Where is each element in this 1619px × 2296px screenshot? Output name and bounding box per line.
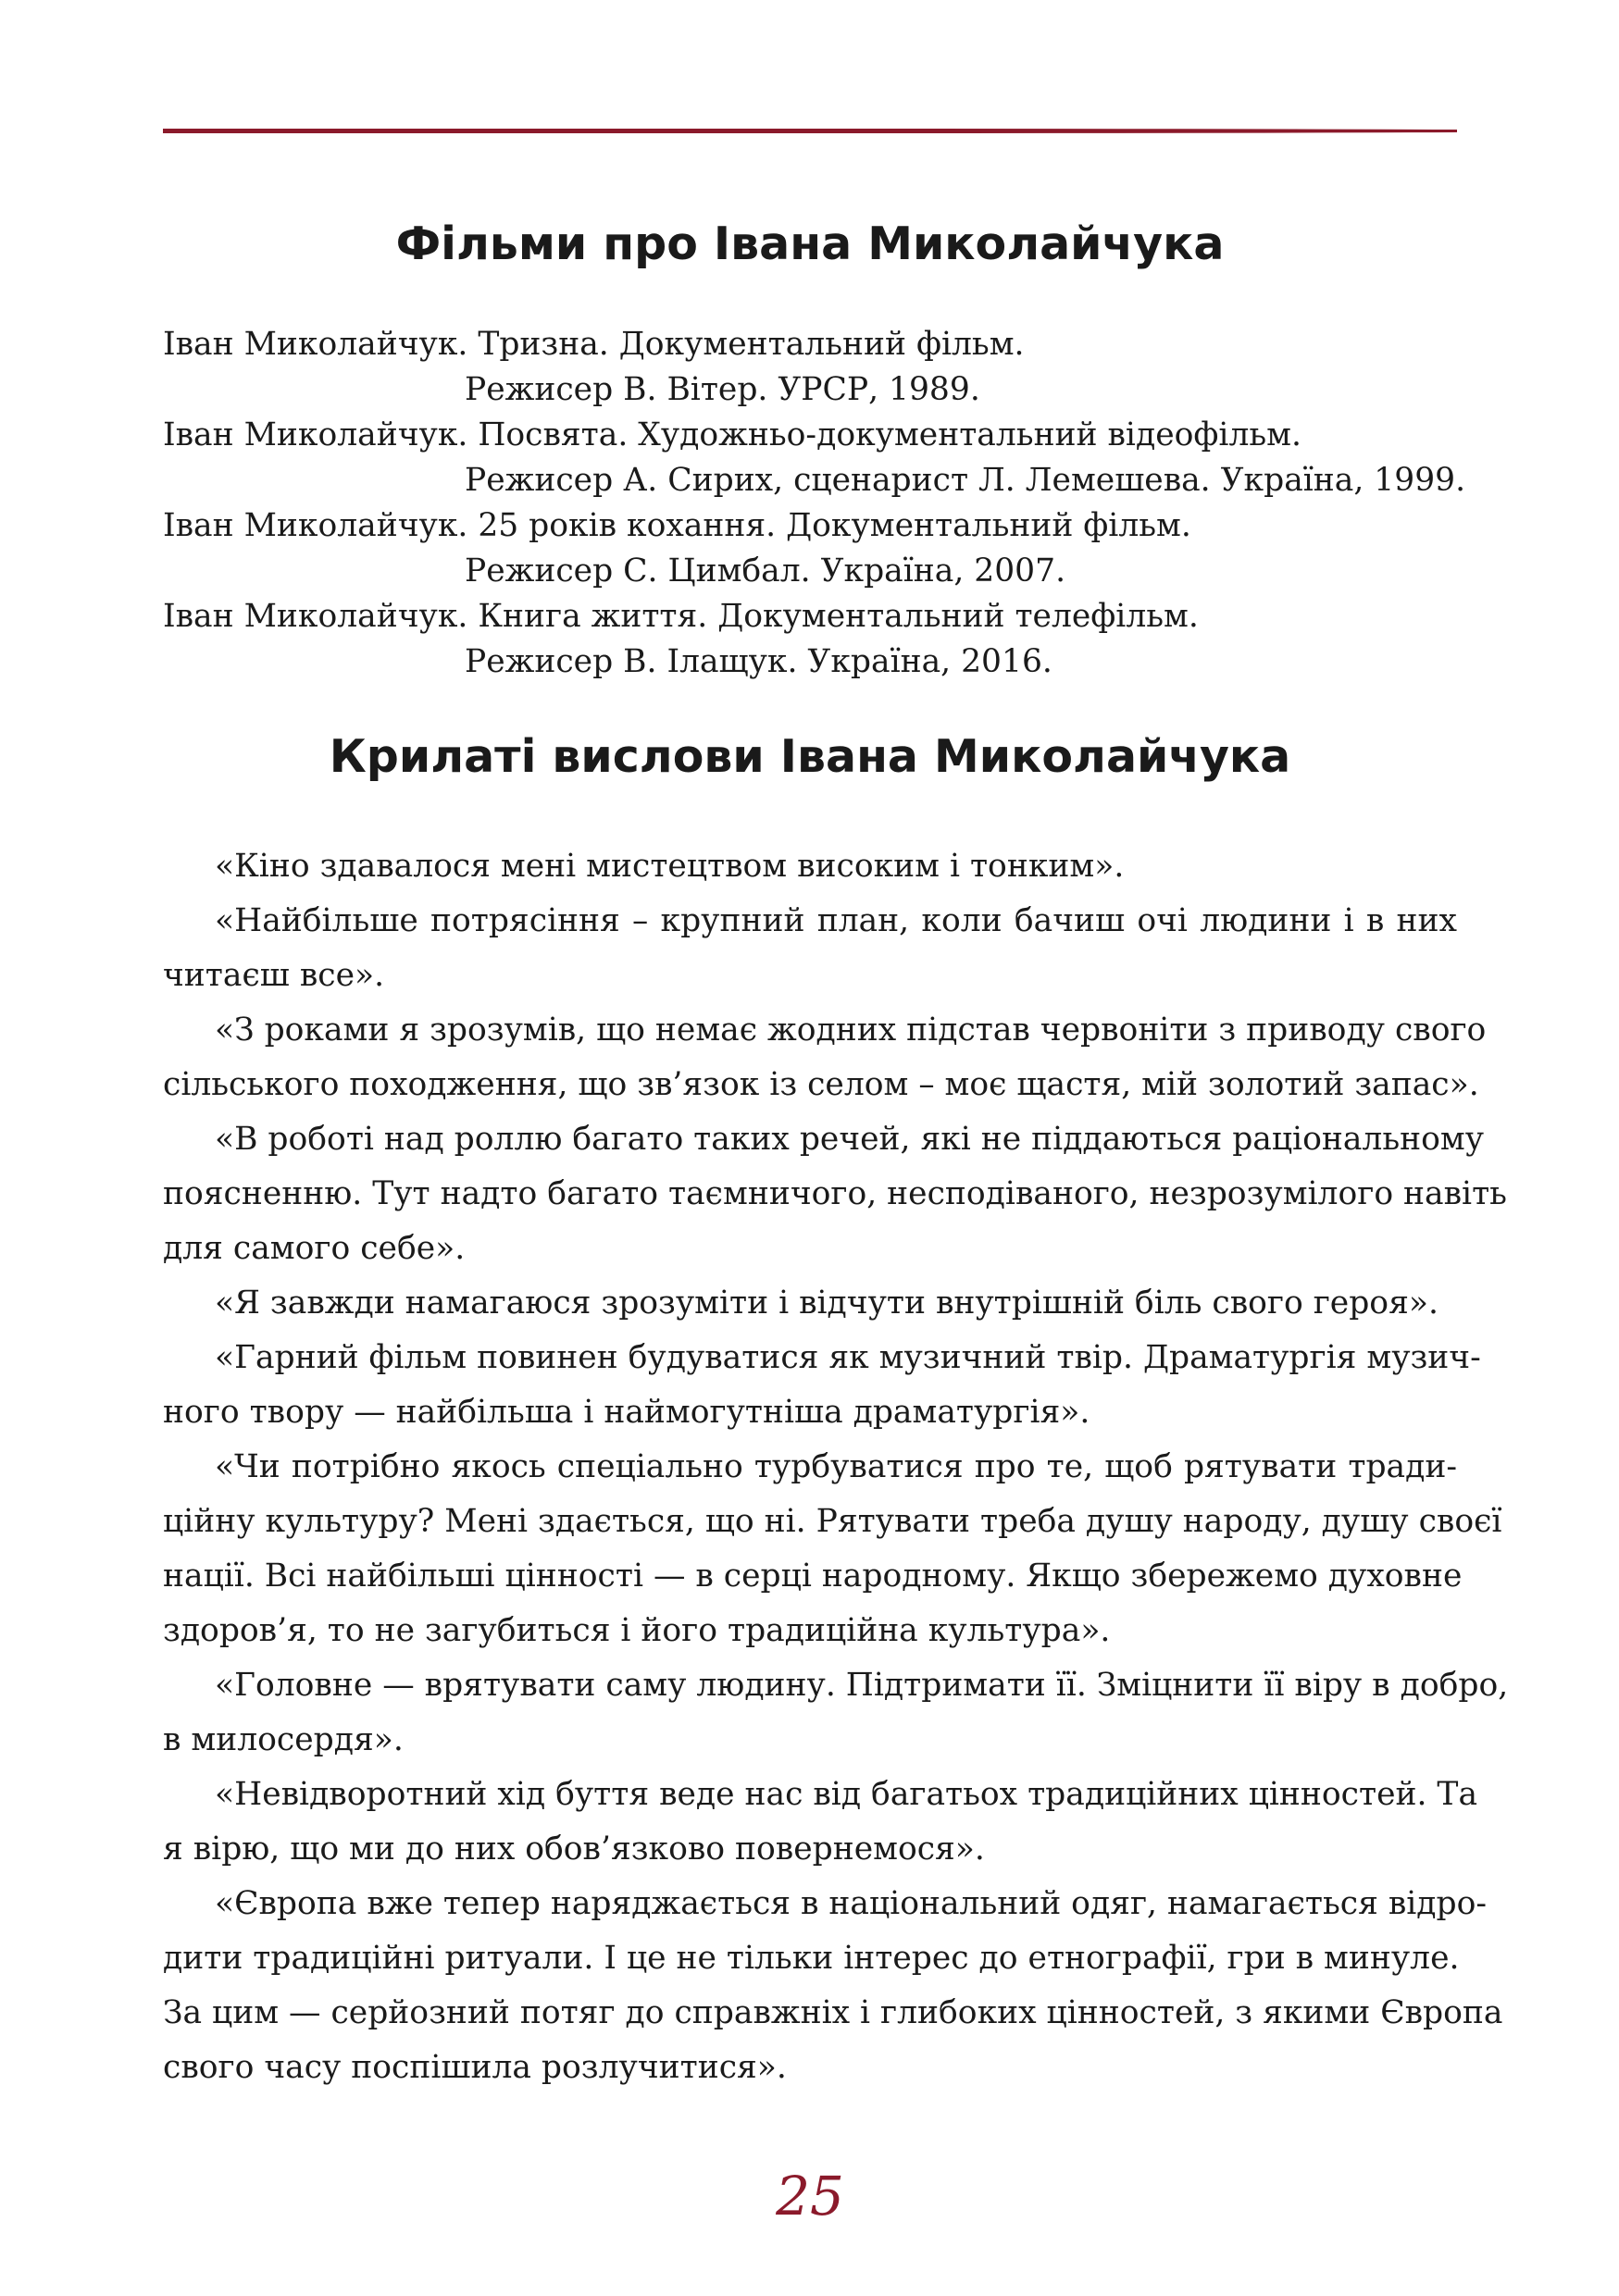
quote-line: «Головне — врятувати саму людину. Підтримати її. Зміцнити її віру в добро, — [215, 1667, 1509, 1704]
film-title-line: Іван Миколайчук. Посвята. Художньо-документальний відеофільм. — [163, 416, 1301, 453]
quote-line: ного твору — найбільша і наймогутніша драматургія». — [163, 1394, 1090, 1431]
quote-paragraph — [163, 1276, 1457, 1331]
quote-paragraph — [163, 1877, 1503, 2095]
film-title-line: Іван Миколайчук. Тризна. Документальний фільм. — [163, 326, 1025, 363]
quote-line: сільського походження, що зв’язок із селом – моє щастя, мій золотий запас». — [163, 1066, 1479, 1103]
quote-line: За цим — серйозний потяг до справжніх і глибоких цінностей, з якими Європа — [163, 1994, 1503, 2031]
films-section-heading: Фільми про Івана Миколайчука — [395, 217, 1225, 270]
page-number: 25 — [776, 2165, 844, 2228]
quote-paragraph — [163, 1003, 1487, 1112]
quote-paragraph — [163, 1440, 1502, 1658]
quote-line: «З роками я зрозумів, що немає жодних підстав червоніти з приводу свого — [215, 1011, 1487, 1049]
quote-line: «Європа вже тепер наряджається в національний одяг, намагається відро- — [215, 1885, 1488, 1922]
quote-line: поясненню. Тут надто багато таємничого, несподіваного, незрозумілого навіть — [163, 1175, 1507, 1212]
quote-line: свого часу поспішила розлучитися». — [163, 2049, 787, 2086]
quotes-list — [163, 839, 1509, 2095]
quote-paragraph — [163, 1112, 1507, 1276]
film-title-line: Іван Миколайчук. 25 років кохання. Документальний фільм. — [163, 507, 1191, 544]
quote-line: «Кіно здавалося мені мистецтвом високим і тонким». — [215, 848, 1125, 885]
quote-line: «Я завжди намагаюся зрозуміти і відчути внутрішній біль свого героя». — [215, 1285, 1438, 1322]
quote-line: для самого себе». — [163, 1230, 466, 1267]
film-credits-line: Режисер В. Вітер. УРСР, 1989. — [465, 371, 980, 408]
top-rule-divider — [163, 124, 1457, 137]
quote-paragraph — [163, 894, 1457, 1003]
quote-line: «Невідворотний хід буття веде нас від багатьох традиційних цінностей. Та — [215, 1776, 1478, 1813]
film-entry — [163, 322, 1457, 413]
quote-line: «В роботі над роллю багато таких речей, які не піддаються раціональному — [215, 1121, 1485, 1158]
quote-line: я вірю, що ми до них обов’язково повернемося». — [163, 1831, 985, 1868]
film-entry — [163, 503, 1457, 594]
film-credits-line: Режисер А. Сирих, сценарист Л. Лемешева. Україна, 1999. — [465, 462, 1466, 499]
quotes-section-heading: Крилаті вислови Івана Миколайчука — [329, 730, 1291, 783]
quote-line: читаєш все». — [163, 957, 385, 994]
quote-line: дити традиційні ритуали. І це не тільки інтерес до етнографії, гри в минуле. — [163, 1940, 1460, 1977]
quote-line: «Найбільше потрясіння – крупний план, коли бачиш очі людини і в них — [215, 902, 1457, 939]
quote-paragraph — [163, 839, 1457, 894]
quote-paragraph — [163, 1658, 1509, 1768]
quote-line: ційну культуру? Мені здається, що ні. Рятувати треба душу народу, душу своєї — [163, 1503, 1502, 1540]
film-credits-line: Режисер В. Ілащук. Україна, 2016. — [465, 643, 1052, 680]
quote-paragraph — [163, 1768, 1478, 1877]
quote-paragraph — [163, 1331, 1481, 1440]
quote-line: здоров’я, то не загубиться і його традиційна культура». — [163, 1612, 1111, 1649]
quote-line: в милосердя». — [163, 1721, 404, 1758]
quote-line: «Чи потрібно якось спеціально турбуватися про те, щоб рятувати тради- — [215, 1448, 1457, 1485]
film-entry — [163, 594, 1457, 685]
quote-line: «Гарний фільм повинен будуватися як музичний твір. Драматургія музич- — [215, 1339, 1481, 1376]
films-list — [163, 322, 1466, 685]
film-credits-line: Режисер С. Цимбал. Україна, 2007. — [465, 552, 1066, 590]
film-entry — [163, 413, 1466, 503]
film-title-line: Іван Миколайчук. Книга життя. Документальний телефільм. — [163, 598, 1199, 635]
quote-line: нації. Всі найбільші цінності — в серці народному. Якщо збережемо духовне — [163, 1558, 1463, 1595]
